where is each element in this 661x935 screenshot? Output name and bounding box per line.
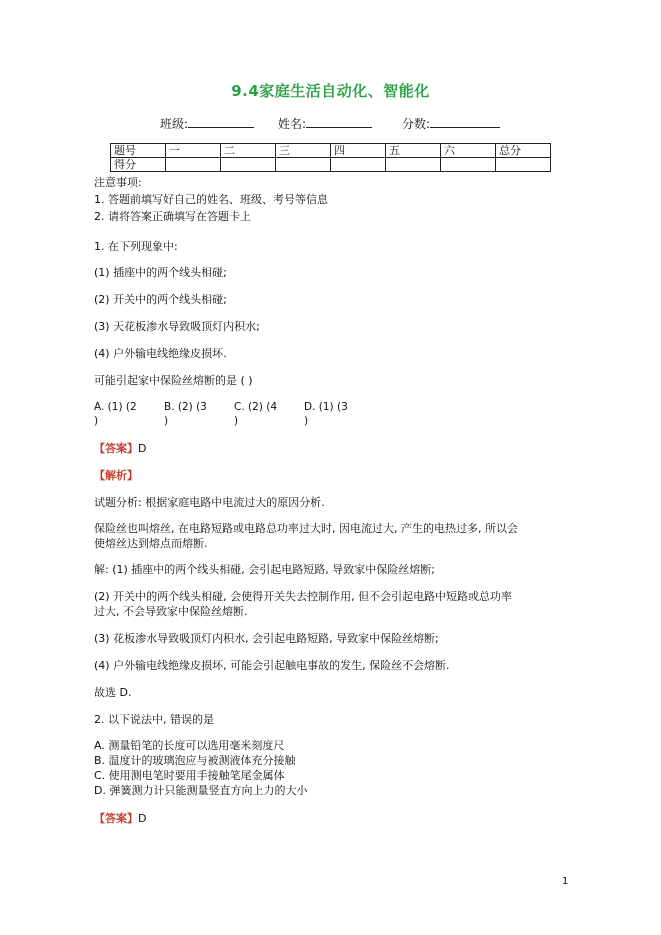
analysis-line: 保险丝也叫熔丝, 在电路短路或电路总功率过大时, 因电流过大, 产生的电热过多, 所以会 [94,522,518,535]
q1-option-c-close: ) [234,415,239,427]
table-cell: 二 [221,144,276,158]
q1-item: (2) 开关中的两个线头相碰; [94,293,227,306]
class-blank [188,115,254,128]
score-blank [430,115,500,128]
table-cell: 题号 [111,144,166,158]
class-field [160,115,254,132]
score-label: 分数: [402,117,431,131]
analysis-line: 过大, 不会导致家中保险丝熔断. [94,605,248,618]
q2-stem: 2. 以下说法中, 错误的是 [94,713,214,726]
note-item: 1. 答题前填写好自己的姓名、班级、考号等信息 [94,193,328,206]
score-table-header-row [111,144,551,158]
table-cell[interactable] [331,158,386,172]
score-field [402,115,500,132]
q1-option-d-close: ) [304,415,309,427]
analysis-line: (2) 开关中的两个线头相碰, 会使得开关失去控制作用, 但不会引起电路中短路或总功率 [94,590,513,603]
score-table-score-row [111,158,551,172]
q1-item: (1) 插座中的两个线头相碰; [94,266,227,279]
document-title: 9.4家庭生活自动化、智能化 [231,82,430,100]
q1-option-a-close: ) [94,415,99,427]
q1-question: 可能引起家中保险丝熔断的是 ( ) [94,374,253,387]
answer-value: D [138,812,147,825]
note-item: 2. 请将答案正确填写在答题卡上 [94,210,251,223]
table-cell[interactable] [496,158,551,172]
q2-option-d: D. 弹簧测力计只能测量竖直方向上力的大小 [94,784,308,797]
analysis-line: (3) 花板渗水导致吸顶灯内积水, 会引起电路短路, 导致家中保险丝熔断; [94,632,439,645]
table-cell[interactable] [221,158,276,172]
q1-option-b-close: ) [164,415,169,427]
analysis-line: 故选 D. [94,686,132,699]
table-cell[interactable] [166,158,221,172]
table-cell[interactable] [441,158,496,172]
notes-heading: 注意事项: [94,176,142,189]
table-cell: 得分 [111,158,166,172]
q2-option-c: C. 使用测电笔时要用手接触笔尾金属体 [94,769,285,782]
name-blank [306,115,372,128]
q1-option-d: D. (1) (3 [304,401,348,413]
name-field [278,115,372,132]
q1-stem: 1. 在下列现象中: [94,240,178,253]
q1-item: (3) 天花板渗水导致吸顶灯内积水; [94,320,260,333]
analysis-line: (4) 户外输电线绝缘皮损坏, 可能会引起触电事故的发生, 保险丝不会熔断. [94,659,450,672]
name-label: 姓名: [278,117,307,131]
q1-option-b: B. (2) (3 [164,401,207,413]
q2-answer [94,812,146,826]
q1-answer [94,442,146,456]
analysis-line: 使熔丝达到熔点而熔断. [94,537,208,550]
table-cell: 四 [331,144,386,158]
table-cell: 总分 [496,144,551,158]
table-cell: 五 [386,144,441,158]
answer-value: D [138,442,147,455]
answer-label: 【答案】 [94,442,138,455]
table-cell[interactable] [276,158,331,172]
q2-option-a: A. 测量铅笔的长度可以选用毫米刻度尺 [94,739,285,752]
q1-option-c: C. (2) (4 [234,401,277,413]
q1-option-a: A. (1) (2 [94,401,137,413]
analysis-line: 解: (1) 插座中的两个线头相碰, 会引起电路短路, 导致家中保险丝熔断; [94,563,435,576]
table-cell: 三 [276,144,331,158]
table-cell: 一 [166,144,221,158]
class-label: 班级: [160,117,189,131]
q1-analysis-label: 【解析】 [94,469,138,482]
page-number: 1 [562,876,569,887]
analysis-line: 试题分析: 根据家庭电路中电流过大的原因分析. [94,496,325,509]
score-table [110,143,551,172]
table-cell[interactable] [386,158,441,172]
q2-option-b: B. 温度计的玻璃泡应与被测液体充分接触 [94,754,296,767]
answer-label: 【答案】 [94,812,138,825]
q1-item: (4) 户外输电线绝缘皮损坏. [94,347,227,360]
table-cell: 六 [441,144,496,158]
